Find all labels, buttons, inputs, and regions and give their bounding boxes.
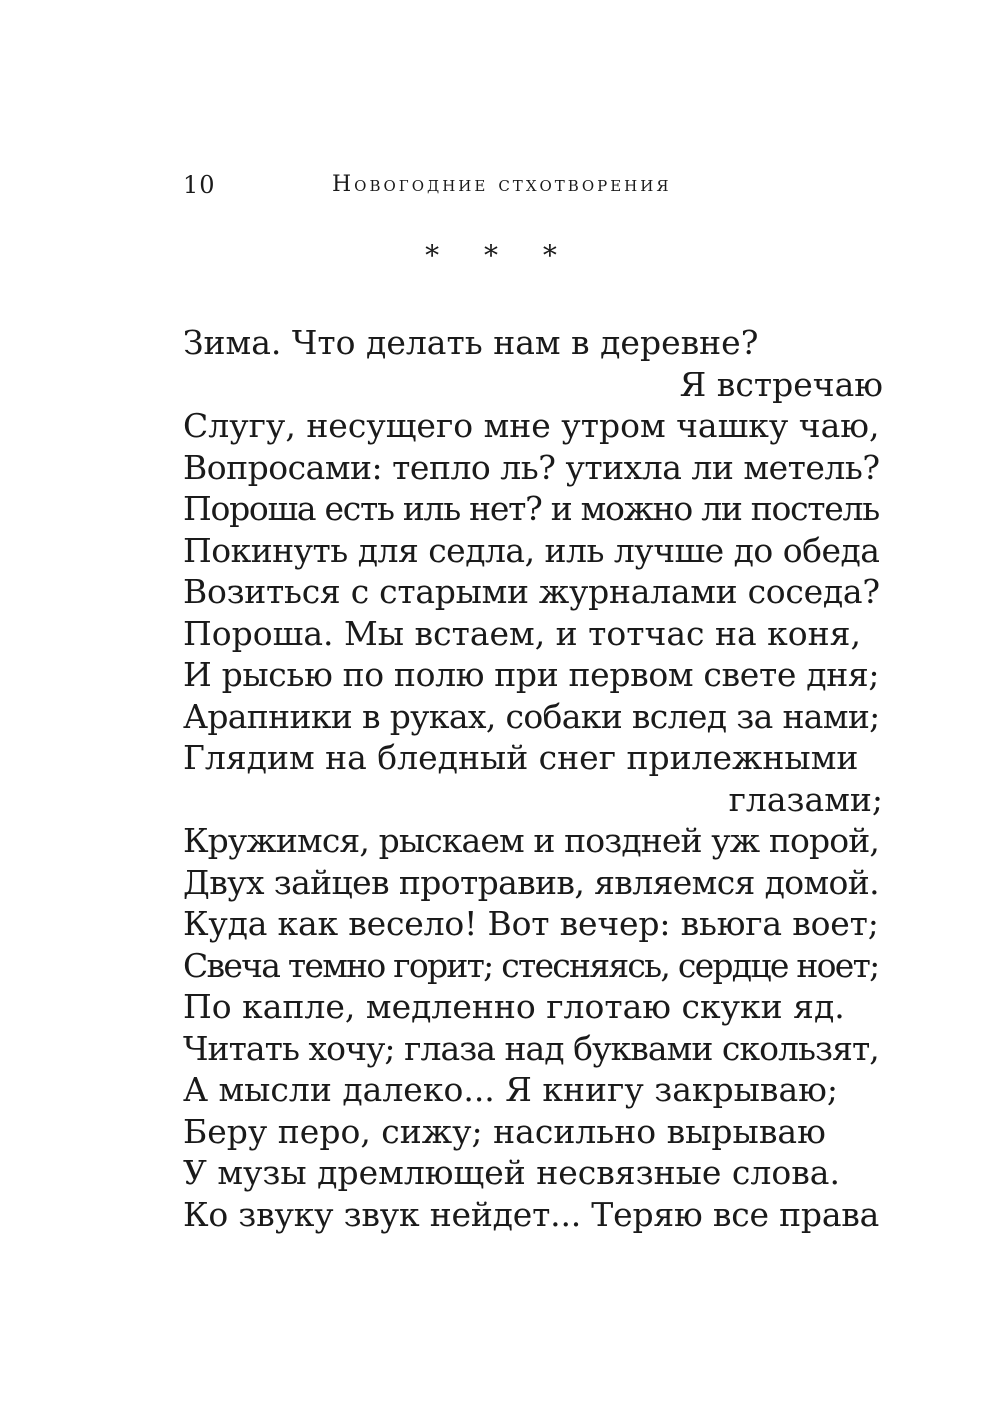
running-title: Новогодние стхотворения [332,172,672,197]
poem-line: Возиться с старыми журналами соседа? [183,572,880,611]
poem-line-continuation: глазами; [728,779,883,819]
poem-line: Пороша есть иль нет? и можно ли постель [183,489,879,528]
poem-line: Арапники в руках, собаки вслед за нами; [183,696,880,736]
poem-line: Читать хочу; глаза над буквами скользят, [183,1028,879,1068]
poem-line: А мысли далеко... Я книгу закрываю; [183,1070,839,1109]
poem-line: По капле, медленно глотаю скуки яд. [183,987,845,1026]
section-divider-asterism: * * * [425,239,575,272]
poem-line: Кружимся, рыскаем и поздней уж порой, [183,821,879,860]
poem-line: Свеча темно горит; стесняясь, сердце ноет; [183,945,879,985]
poem-line: Куда как весело! Вот вечер: вьюга воет; [183,904,879,943]
poem-line: Пороша. Мы встаем, и тотчас на коня, [183,613,861,653]
page-number: 10 [183,171,216,199]
poem-line: Глядим на бледный снег прилежными [183,738,859,777]
poem-line-continuation: Я встречаю [679,364,883,404]
poem-line: Вопросами: тепло ль? утихла ли метель? [183,447,880,487]
poem-line: Двух зайцев протравив, являемся домой. [183,862,880,902]
poem-line: Беру перо, сижу; насильно вырываю [183,1111,826,1151]
poem-text [183,322,883,1235]
poem-line: Слугу, несущего мне утром чашку чаю, [183,406,880,445]
poem-line: И рысью по полю при первом свете дня; [183,655,880,694]
poem-line: У музы дремлющей несвязные слова. [183,1153,840,1192]
poem-line: Ко звуку звук нейдет... Теряю все права [183,1194,880,1234]
poem-line: Покинуть для седла, иль лучше до обеда [183,530,880,570]
poem-line: Зима. Что делать нам в деревне? [183,323,759,362]
